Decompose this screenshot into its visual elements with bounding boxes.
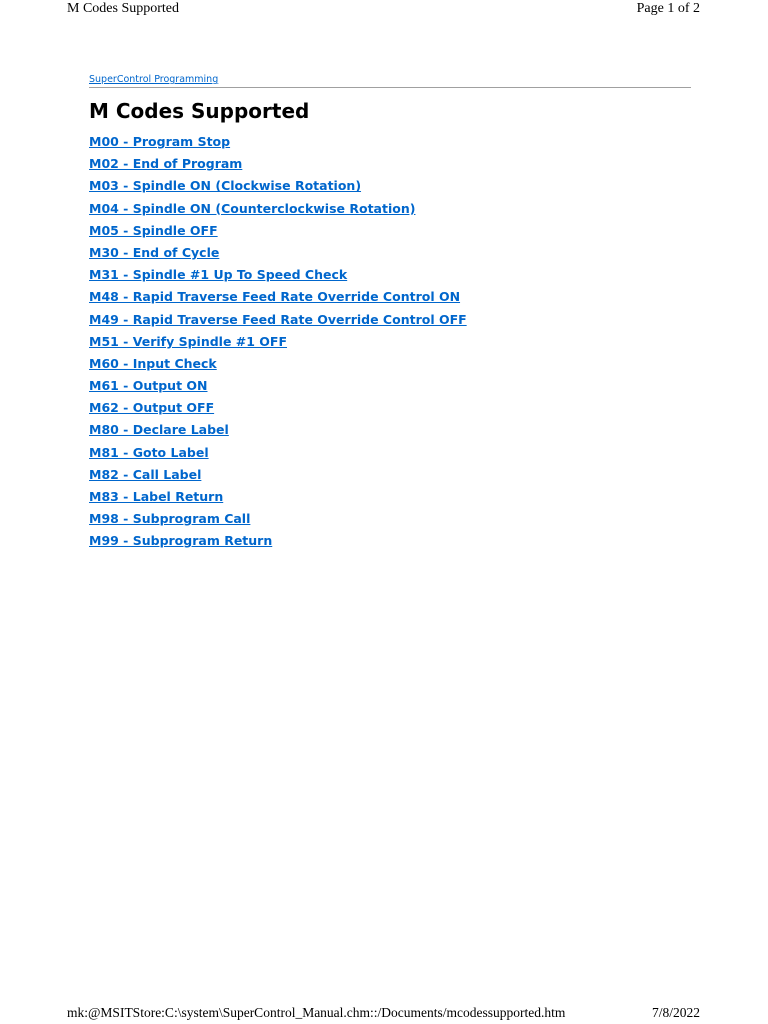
m-code-link[interactable]: M83 - Label Return bbox=[89, 489, 224, 504]
m-code-link[interactable]: M30 - End of Cycle bbox=[89, 244, 220, 260]
footer-path: mk:@MSITStore:C:\system\SuperControl_Manual.chm::/Documents/mcodessupported.htm bbox=[67, 1005, 566, 1020]
page-title: M Codes Supported bbox=[89, 99, 310, 123]
m-code-link[interactable]: M02 - End of Program bbox=[89, 156, 243, 172]
list-item bbox=[89, 197, 691, 219]
m-code-link[interactable]: M48 - Rapid Traverse Feed Rate Override Control ON bbox=[89, 289, 461, 305]
list-item bbox=[89, 308, 691, 330]
header-doc-title: M Codes Supported bbox=[67, 1, 179, 16]
print-footer bbox=[67, 1002, 700, 1024]
list-item bbox=[89, 285, 691, 307]
m-code-link[interactable]: M98 - Subprogram Call bbox=[89, 511, 251, 527]
list-item bbox=[89, 418, 691, 440]
list-item bbox=[89, 463, 691, 485]
list-item bbox=[89, 529, 691, 551]
m-code-link[interactable]: M81 - Goto Label bbox=[89, 444, 209, 460]
print-header bbox=[67, 0, 700, 20]
m-code-link[interactable]: M49 - Rapid Traverse Feed Rate Override Control OFF bbox=[89, 311, 467, 327]
m-code-link[interactable]: M31 - Spindle #1 Up To Speed Check bbox=[89, 267, 348, 283]
m-code-link[interactable]: M05 - Spindle OFF bbox=[89, 222, 218, 238]
list-item bbox=[89, 174, 691, 196]
m-code-link[interactable]: M00 - Program Stop bbox=[89, 134, 231, 149]
list-item bbox=[89, 507, 691, 529]
m-code-link[interactable]: M03 - Spindle ON (Clockwise Rotation) bbox=[89, 178, 362, 194]
m-code-link[interactable]: M82 - Call Label bbox=[89, 466, 202, 482]
list-item bbox=[89, 219, 691, 241]
m-code-link[interactable]: M99 - Subprogram Return bbox=[89, 533, 273, 549]
list-item bbox=[89, 330, 691, 352]
list-item bbox=[89, 352, 691, 374]
footer-date: 7/8/2022 bbox=[651, 1005, 700, 1020]
list-item bbox=[89, 396, 691, 418]
m-code-link[interactable]: M51 - Verify Spindle #1 OFF bbox=[89, 333, 288, 349]
list-item bbox=[89, 241, 691, 263]
list-item bbox=[89, 441, 691, 463]
m-code-list bbox=[89, 130, 691, 552]
m-code-link[interactable]: M60 - Input Check bbox=[89, 355, 217, 371]
m-code-link[interactable]: M80 - Declare Label bbox=[89, 422, 229, 438]
m-code-link[interactable]: M62 - Output OFF bbox=[89, 400, 215, 416]
list-item bbox=[89, 485, 691, 507]
list-item bbox=[89, 130, 691, 152]
list-item bbox=[89, 152, 691, 174]
list-item bbox=[89, 263, 691, 285]
list-item bbox=[89, 374, 691, 396]
document-content bbox=[89, 74, 691, 552]
m-code-link[interactable]: M61 - Output ON bbox=[89, 378, 208, 394]
header-page-info: Page 1 of 2 bbox=[636, 1, 700, 16]
m-code-link[interactable]: M04 - Spindle ON (Counterclockwise Rotation) bbox=[89, 200, 416, 216]
breadcrumb-link[interactable]: SuperControl Programming bbox=[89, 74, 691, 88]
